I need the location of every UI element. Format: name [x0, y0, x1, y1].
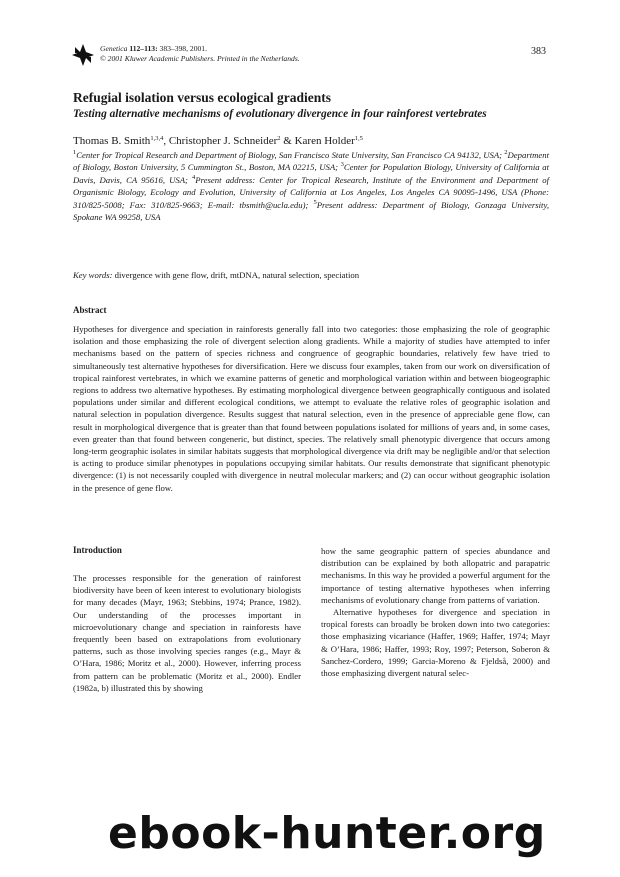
affil-sup: 3 [340, 161, 344, 169]
page-number: 383 [531, 46, 546, 57]
author-list [73, 135, 363, 147]
introduction-heading: Introduction [73, 545, 122, 555]
author-sup: 1,5 [354, 135, 363, 142]
intro-column-left: The processes responsible for the generation of rainforest biodiversity have been of keen interest to evolutionary biologists for many decades (Mayr, 1963; Stebbins, 1974; Prance, 1982). Our understanding of the processes important in microevolutionary change and speciation in rainforests have frequently been based on extrapolations from evolutionary patterns, such as those involving species ranges (e.g., Mayr & O’Hara, 1986; Moritz et al., 2000). However, inferring process from pattern can be problematic (Moritz et al., 2000). Endler (1982a, b) illustrated this by showing [73, 573, 301, 693]
affiliation-text: Present address: Center for Tropical Research, Institute of the Environment and Department of Organismic Biology, Ecology and Evolution, University of California at Los Angeles, Los Angeles CA 90095-1496, USA (Phone: 310/825-5008; Fax: 310/825-9663; E-mail: tbsmith@ucla.edu); [73, 174, 549, 210]
keywords-label: Key words: [73, 270, 113, 280]
affiliation-text: Center for Tropical Research and Department of Biology, San Francisco State University, San Francisco CA 94132, USA; [76, 150, 505, 160]
affil-sup: 4 [192, 173, 196, 181]
intro-paragraph: how the same geographic pattern of species abundance and distribution can be explained by both allopatric and parapatric mechanisms. In this way he provided a powerful argument for the importance of testing alternative hypotheses when inferring mechanisms of evolutionary change from patterns of variation. [321, 546, 550, 605]
watermark: ebook-hunter.org [108, 808, 546, 859]
intro-paragraph: Alternative hypotheses for divergence and speciation in tropical forests can broadly be broken down into two categories: those emphasizing vicariance (Haffer, 1969; Haffer, 1974; Mayr & O’Hara, 1986; Haffer, 1993; Roy, 1997; Peterson, Soberon & Sanchez-Cordero, 1999; Garcia-Moreno & Fjeldså, 2000) and those emphasizing divergent natural selec- [321, 607, 550, 679]
affiliation-text: Center for Population Biology, University of California at Davis, Davis, CA 95616, USA; [73, 162, 549, 185]
affil-sup: 5 [313, 198, 317, 206]
article-title: Refugial isolation versus ecological gradients [73, 90, 331, 105]
keywords [73, 270, 359, 280]
journal-citation [100, 44, 300, 64]
author-sup: 2 [277, 135, 281, 142]
affil-sup: 2 [504, 149, 508, 156]
article-subtitle: Testing alternative mechanisms of evolutionary divergence in four rainforest vertebrates [73, 108, 487, 120]
affiliation-text: Present address: Department of Biology, Gonzaga University, Spokane WA 99258, USA [73, 199, 549, 223]
author-separator: , [163, 135, 169, 147]
journal-pages: 383–398, 2001. [159, 44, 207, 53]
affiliation-text: Department of Biology, Boston University, 5 Cummington St., Boston, MA 02215, USA; [73, 150, 549, 173]
author-name: Karen Holder [294, 135, 355, 147]
author-name: Christopher J. Schneider [168, 135, 278, 147]
author-sup: 1,3,4 [150, 135, 164, 142]
abstract-heading: Abstract [73, 305, 107, 315]
copyright-line: © 2001 Kluwer Academic Publishers. Printed in the Netherlands. [100, 54, 300, 63]
journal-volume: 112–113: [129, 44, 158, 53]
author-separator: & [280, 135, 295, 147]
journal-name: Genetica [100, 44, 128, 53]
keywords-text: divergence with gene flow, drift, mtDNA, natural selection, speciation [114, 270, 360, 280]
intro-column-right [321, 545, 550, 679]
author-name: Thomas B. Smith [73, 135, 151, 147]
affiliations [73, 149, 549, 223]
affil-sup: 1 [73, 149, 77, 156]
abstract-text: Hypotheses for divergence and speciation in rainforests generally fall into two categories: those emphasizing the role of geographic isolation and those emphasizing the role of divergent selection along gradients. While a majority of studies have attempted to infer mechanisms based on the pattern of species richness and congruence of geographic boundaries, relatively few have tried to simultaneously test alternative hypotheses for diversification. Here we discuss four examples, taken from our work on diversification of tropical rainforest vertebrates, in which we examine patterns of genetic and morphological variation within and between biogeographic regions to address two alternative hypotheses. By estimating morphological divergence between geographically contiguous and isolated populations under similar and different ecological conditions, we attempt to evaluate the relative roles of geographic isolation and natural selection in population divergence. Results suggest that natural selection, even in the presence of appreciable gene flow, can result in morphological divergence that is greater than that found between populations isolated for millions of years and, in some cases, even greater than that found between congeneric, but distinct, species. The relatively small phenotypic divergence that occurs among long-term geographic isolates in similar habitats suggests that morphological divergence via drift may be negligible and/or that selection is acting to produce similar phenotypes in populations occupying similar habitats. Our results demonstrate that significant phenotypic divergence: (1) is not necessarily coupled with divergence in neutral molecular markers; and (2) can occur without geographic isolation in the presence of gene flow. [73, 324, 550, 493]
publisher-logo-icon [72, 44, 94, 66]
